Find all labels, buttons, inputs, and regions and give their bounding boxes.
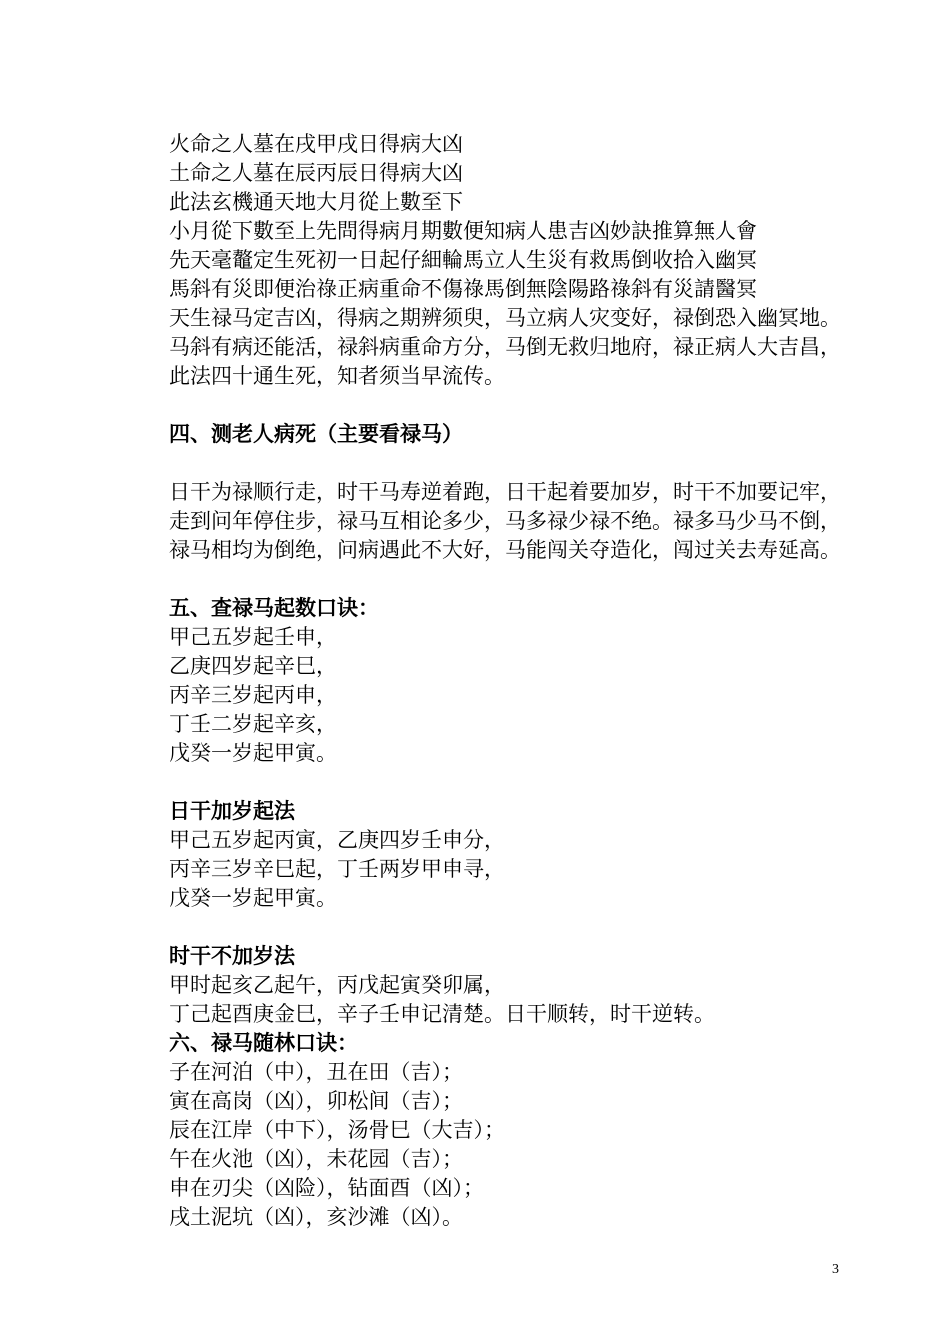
text-line: 此法四十通生死，知者须当早流传。 xyxy=(169,364,505,388)
document-body xyxy=(169,130,869,1232)
text-line: 申在刃尖（凶险），钻面酉（凶）； xyxy=(169,1176,484,1200)
text-line: 丁己起酉庚金巳，辛子壬申记清楚。日干顺转，时干逆转。 xyxy=(169,1002,715,1026)
section-heading: 日干加岁起法 xyxy=(169,799,295,823)
text-line: 先天毫鼇定生死初一日起仔細輪馬立人生災有救馬倒收拾入幽冥 xyxy=(169,248,757,272)
text-line: 午在火池（凶），未花园（吉）； xyxy=(169,1147,463,1171)
text-line: 丁壬二岁起辛亥， xyxy=(169,712,337,736)
text-line: 寅在高岗（凶），卯松间（吉）； xyxy=(169,1089,463,1113)
text-line: 乙庚四岁起辛巳， xyxy=(169,654,337,678)
text-line: 丙辛三岁辛巳起，丁壬两岁甲申寻， xyxy=(169,857,505,881)
section-heading: 六、禄马随林口诀： xyxy=(169,1031,358,1055)
paragraph-spacer xyxy=(169,449,869,478)
text-line: 火命之人墓在戌甲戌日得病大凶 xyxy=(169,132,463,156)
paragraph-spacer xyxy=(169,391,869,420)
text-line: 戌土泥坑（凶），亥沙滩（凶）。 xyxy=(169,1205,463,1229)
paragraph-spacer xyxy=(169,565,869,594)
text-line: 馬斜有災即便治祿正病重命不傷祿馬倒無陰陽路祿斜有災請醫冥 xyxy=(169,277,757,301)
text-line: 子在河泊（中），丑在田（吉）； xyxy=(169,1060,463,1084)
text-line: 甲己五岁起丙寅，乙庚四岁壬申分， xyxy=(169,828,505,852)
text-line: 土命之人墓在辰丙辰日得病大凶 xyxy=(169,161,463,185)
text-line: 此法玄機通天地大月從上數至下 xyxy=(169,190,463,214)
section-heading: 五、查禄马起数口诀： xyxy=(169,596,379,620)
text-line: 甲时起亥乙起午，丙戊起寅癸卯属， xyxy=(169,973,505,997)
text-line: 戊癸一岁起甲寅。 xyxy=(169,886,337,910)
text-line: 辰在江岸（中下），汤骨巳（大吉）； xyxy=(169,1118,505,1142)
text-line: 戊癸一岁起甲寅。 xyxy=(169,741,337,765)
paragraph-spacer xyxy=(169,913,869,942)
text-line: 马斜有病还能活，禄斜病重命方分，马倒无救归地府，禄正病人大吉昌， xyxy=(169,335,841,359)
paragraph-spacer xyxy=(169,768,869,797)
section-heading: 四、测老人病死（主要看禄马） xyxy=(169,422,463,446)
section-heading: 时干不加岁法 xyxy=(169,944,295,968)
text-line: 禄马相均为倒绝，问病遇此不大好，马能闯关夺造化，闯过关去寿延高。 xyxy=(169,538,841,562)
page-number: 3 xyxy=(832,1262,839,1277)
text-line: 走到问年停住步，禄马互相论多少，马多禄少禄不绝。禄多马少马不倒， xyxy=(169,509,841,533)
text-line: 丙辛三岁起丙申， xyxy=(169,683,337,707)
text-line: 小月從下數至上先問得病月期數便知病人患吉凶妙訣推算無人會 xyxy=(169,219,757,243)
text-line: 天生禄马定吉凶，得病之期辨须臾，马立病人灾变好，禄倒恐入幽冥地。 xyxy=(169,306,841,330)
text-line: 日干为禄顺行走，时干马寿逆着跑，日干起着要加岁，时干不加要记牢， xyxy=(169,480,841,504)
text-line: 甲己五岁起壬申， xyxy=(169,625,337,649)
